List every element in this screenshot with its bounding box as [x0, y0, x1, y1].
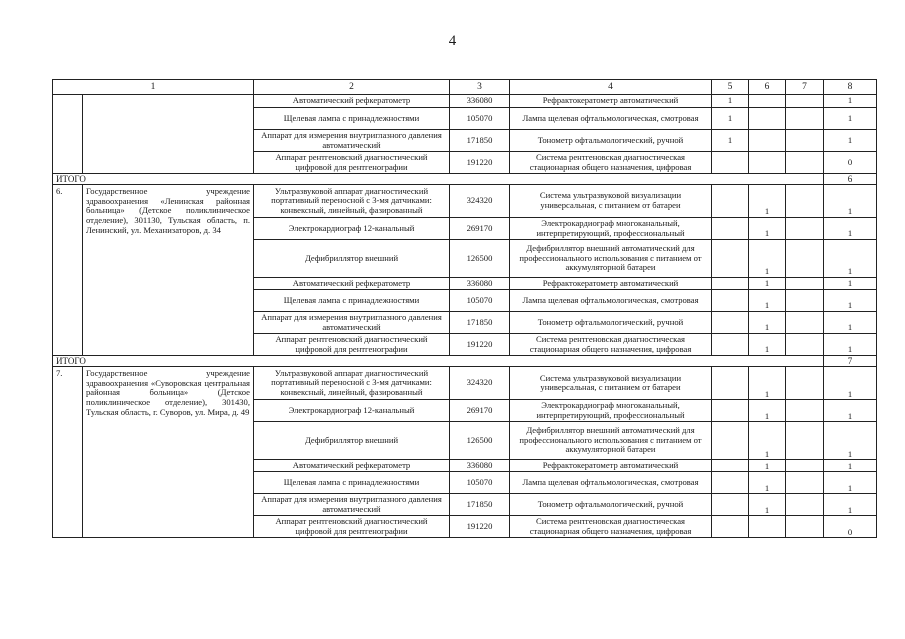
- name-cell: Тонометр офтальмологический, ручной: [510, 312, 712, 334]
- name-cell: Система ультразвуковой визуализации универсальная, с питанием от батареи: [510, 185, 712, 218]
- col7-cell: [786, 218, 824, 240]
- col8-cell: 0: [824, 516, 877, 538]
- col5-cell: [712, 290, 749, 312]
- device-cell: Аппарат для измерения внутриглазного давления автоматический: [254, 130, 450, 152]
- name-cell: Дефибриллятор внешний автоматический для профессионального использования с питанием от аккумуляторной батареи: [510, 422, 712, 460]
- col8-cell: 1: [824, 367, 877, 400]
- col6-cell: [749, 95, 786, 108]
- col6-cell: [749, 130, 786, 152]
- col6-cell: 1: [749, 460, 786, 472]
- device-cell: Щелевая лампа с принадлежностями: [254, 472, 450, 494]
- name-cell: Система ультразвуковой визуализации универсальная, с питанием от батареи: [510, 367, 712, 400]
- header-cell-2: 2: [254, 80, 450, 95]
- code-cell: 105070: [450, 108, 510, 130]
- col5-cell: [712, 367, 749, 400]
- device-cell: Аппарат рентгеновский диагностический цифровой для рентгенографии: [254, 516, 450, 538]
- col8-cell: 1: [824, 130, 877, 152]
- name-cell: Рефрактокератометр автоматический: [510, 278, 712, 290]
- name-cell: Лампа щелевая офтальмологическая, смотровая: [510, 472, 712, 494]
- col5-cell: 1: [712, 108, 749, 130]
- device-cell: Электрокардиограф 12-канальный: [254, 218, 450, 240]
- header-cell-7: 7: [786, 80, 824, 95]
- col8-cell: 1: [824, 185, 877, 218]
- header-cell-1: 1: [53, 80, 254, 95]
- code-cell: 105070: [450, 290, 510, 312]
- device-cell: Автоматический рефкератометр: [254, 460, 450, 472]
- table-row: [53, 185, 877, 218]
- col8-cell: 1: [824, 334, 877, 356]
- col8-cell: 1: [824, 460, 877, 472]
- col5-cell: [712, 152, 749, 174]
- code-cell: 336080: [450, 278, 510, 290]
- device-cell: Ультразвуковой аппарат диагностический портативный переносной с 3-мя датчиками: конвексный, линейный, фазированный: [254, 185, 450, 218]
- code-cell: 126500: [450, 422, 510, 460]
- total-value: 7: [824, 356, 877, 367]
- name-cell: Система рентгеновская диагностическая стационарная общего назначения, цифровая: [510, 152, 712, 174]
- device-cell: Аппарат рентгеновский диагностический цифровой для рентгенографии: [254, 334, 450, 356]
- col5-cell: 1: [712, 130, 749, 152]
- col7-cell: [786, 312, 824, 334]
- code-cell: 171850: [450, 494, 510, 516]
- page-number: 4: [448, 33, 457, 49]
- col6-cell: 1: [749, 422, 786, 460]
- equipment-table: [52, 79, 877, 538]
- code-cell: 269170: [450, 218, 510, 240]
- col8-cell: 1: [824, 472, 877, 494]
- col8-cell: 1: [824, 278, 877, 290]
- header-cell-3: 3: [450, 80, 510, 95]
- col6-cell: 1: [749, 185, 786, 218]
- col7-cell: [786, 422, 824, 460]
- col8-cell: 1: [824, 218, 877, 240]
- col7-cell: [786, 152, 824, 174]
- col5-cell: [712, 400, 749, 422]
- code-cell: 126500: [450, 240, 510, 278]
- col5-cell: [712, 422, 749, 460]
- col8-cell: 1: [824, 422, 877, 460]
- header-cell-8: 8: [824, 80, 877, 95]
- name-cell: Рефрактокератометр автоматический: [510, 460, 712, 472]
- col7-cell: [786, 400, 824, 422]
- col7-cell: [786, 334, 824, 356]
- col5-cell: [712, 218, 749, 240]
- col7-cell: [786, 472, 824, 494]
- col5-cell: [712, 185, 749, 218]
- name-cell: Дефибриллятор внешний автоматический для профессионального использования с питанием от аккумуляторной батареи: [510, 240, 712, 278]
- total-value: 6: [824, 174, 877, 185]
- organization-cell: Государственное учреждение здравоохранения «Суворовская центральная районная больница» (Детское поликлиническое отделение), 301430, Тульская область, г. Суворов, ул. Мира, д. 49: [83, 367, 254, 538]
- device-cell: Ультразвуковой аппарат диагностический портативный переносной с 3-мя датчиками: конвексный, линейный, фазированный: [254, 367, 450, 400]
- col5-cell: [712, 516, 749, 538]
- code-cell: 171850: [450, 312, 510, 334]
- col8-cell: 0: [824, 152, 877, 174]
- name-cell: Система рентгеновская диагностическая стационарная общего назначения, цифровая: [510, 516, 712, 538]
- code-cell: 324320: [450, 367, 510, 400]
- name-cell: Электрокардиограф многоканальный, интерпретирующий, профессиональный: [510, 218, 712, 240]
- col7-cell: [786, 494, 824, 516]
- col7-cell: [786, 278, 824, 290]
- code-cell: 269170: [450, 400, 510, 422]
- code-cell: 324320: [450, 185, 510, 218]
- device-cell: Щелевая лампа с принадлежностями: [254, 290, 450, 312]
- device-cell: Аппарат для измерения внутриглазного давления автоматический: [254, 312, 450, 334]
- col6-cell: 1: [749, 334, 786, 356]
- col7-cell: [786, 130, 824, 152]
- col8-cell: 1: [824, 400, 877, 422]
- col6-cell: 1: [749, 312, 786, 334]
- col8-cell: 1: [824, 494, 877, 516]
- col6-cell: [749, 152, 786, 174]
- header-cell-4: 4: [510, 80, 712, 95]
- device-cell: Электрокардиограф 12-канальный: [254, 400, 450, 422]
- col5-cell: 1: [712, 95, 749, 108]
- col5-cell: [712, 240, 749, 278]
- table-row: [53, 95, 877, 108]
- col8-cell: 1: [824, 290, 877, 312]
- code-cell: 191220: [450, 334, 510, 356]
- col5-cell: [712, 494, 749, 516]
- code-cell: 171850: [450, 130, 510, 152]
- number-cell: [53, 95, 83, 174]
- col6-cell: 1: [749, 400, 786, 422]
- col7-cell: [786, 290, 824, 312]
- col6-cell: 1: [749, 290, 786, 312]
- device-cell: Щелевая лампа с принадлежностями: [254, 108, 450, 130]
- col8-cell: 1: [824, 240, 877, 278]
- header-cell-5: 5: [712, 80, 749, 95]
- device-cell: Автоматический рефкератометр: [254, 95, 450, 108]
- number-cell: 7.: [53, 367, 83, 538]
- col5-cell: [712, 334, 749, 356]
- name-cell: Рефрактокератометр автоматический: [510, 95, 712, 108]
- col5-cell: [712, 472, 749, 494]
- col6-cell: 1: [749, 278, 786, 290]
- header-row: [53, 80, 877, 95]
- device-cell: Автоматический рефкератометр: [254, 278, 450, 290]
- col8-cell: 1: [824, 108, 877, 130]
- col7-cell: [786, 185, 824, 218]
- col6-cell: 1: [749, 218, 786, 240]
- code-cell: 191220: [450, 152, 510, 174]
- organization-cell: Государственное учреждение здравоохранения «Ленинская районная больница» (Детское поликлиническое отделение), 301130, Тульская область, п. Ленинский, ул. Механизаторов, д. 34: [83, 185, 254, 356]
- col5-cell: [712, 278, 749, 290]
- device-cell: Дефибриллятор внешний: [254, 422, 450, 460]
- col6-cell: [749, 516, 786, 538]
- total-row: [53, 174, 877, 185]
- col7-cell: [786, 95, 824, 108]
- table-row: [53, 367, 877, 400]
- col7-cell: [786, 367, 824, 400]
- col7-cell: [786, 460, 824, 472]
- col6-cell: 1: [749, 367, 786, 400]
- col5-cell: [712, 460, 749, 472]
- name-cell: Лампа щелевая офтальмологическая, смотровая: [510, 108, 712, 130]
- code-cell: 336080: [450, 460, 510, 472]
- col6-cell: 1: [749, 240, 786, 278]
- name-cell: Система рентгеновская диагностическая стационарная общего назначения, цифровая: [510, 334, 712, 356]
- name-cell: Тонометр офтальмологический, ручной: [510, 494, 712, 516]
- col8-cell: 1: [824, 95, 877, 108]
- total-label: ИТОГО: [53, 174, 824, 185]
- code-cell: 191220: [450, 516, 510, 538]
- name-cell: Тонометр офтальмологический, ручной: [510, 130, 712, 152]
- col7-cell: [786, 108, 824, 130]
- col5-cell: [712, 312, 749, 334]
- total-label: ИТОГО: [53, 356, 824, 367]
- device-cell: Дефибриллятор внешний: [254, 240, 450, 278]
- col6-cell: [749, 108, 786, 130]
- col7-cell: [786, 240, 824, 278]
- device-cell: Аппарат рентгеновский диагностический цифровой для рентгенографии: [254, 152, 450, 174]
- code-cell: 336080: [450, 95, 510, 108]
- device-cell: Аппарат для измерения внутриглазного давления автоматический: [254, 494, 450, 516]
- name-cell: Электрокардиограф многоканальный, интерпретирующий, профессиональный: [510, 400, 712, 422]
- organization-cell: [83, 95, 254, 174]
- number-cell: 6.: [53, 185, 83, 356]
- code-cell: 105070: [450, 472, 510, 494]
- col8-cell: 1: [824, 312, 877, 334]
- name-cell: Лампа щелевая офтальмологическая, смотровая: [510, 290, 712, 312]
- total-row: [53, 356, 877, 367]
- col7-cell: [786, 516, 824, 538]
- col6-cell: 1: [749, 472, 786, 494]
- col6-cell: 1: [749, 494, 786, 516]
- header-cell-6: 6: [749, 80, 786, 95]
